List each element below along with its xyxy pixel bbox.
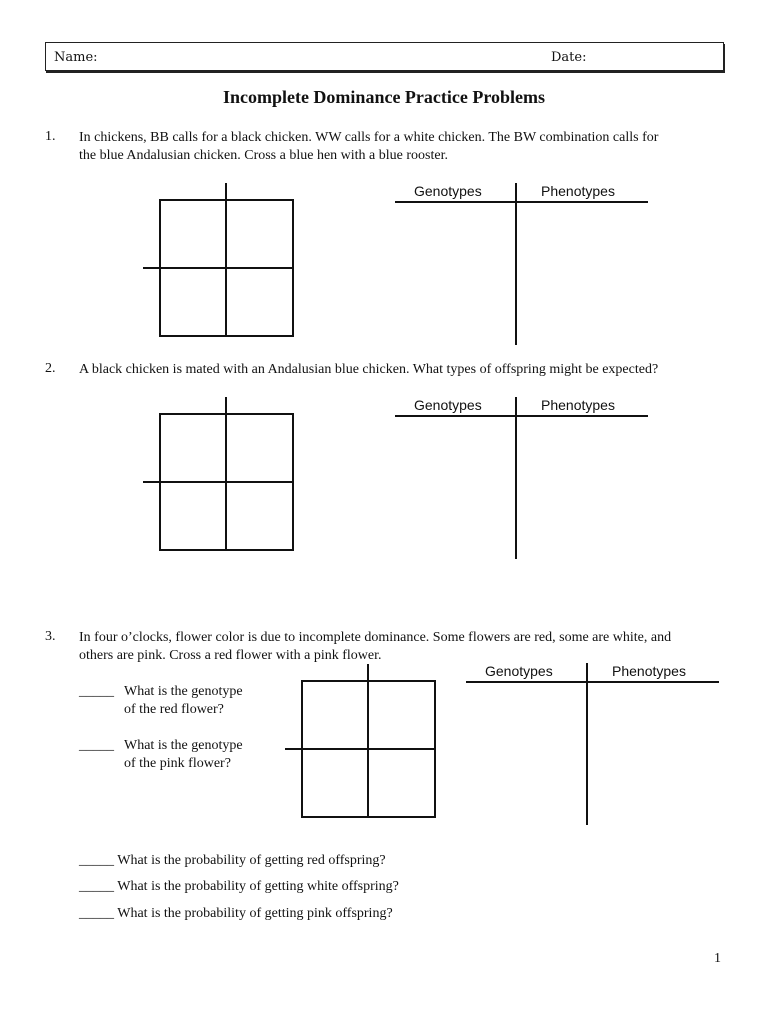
tchart-vertical-rule (515, 183, 517, 345)
punnett-square-3 (285, 664, 436, 818)
genotypes-header: Genotypes (414, 397, 482, 413)
punnett-vertical-line (225, 183, 227, 337)
side-question-line-1: What is the genotype (124, 738, 243, 753)
tchart-horizontal-rule (466, 681, 719, 683)
side-question-line-1: What is the genotype (124, 684, 243, 699)
question-1-number: 1. (45, 129, 56, 144)
tchart-vertical-rule (515, 397, 517, 559)
header-box (45, 42, 724, 71)
date-label: Date: (551, 50, 587, 65)
phenotypes-header: Phenotypes (612, 663, 686, 679)
genotypes-header: Genotypes (414, 183, 482, 199)
answer-blank[interactable]: _____ (79, 684, 114, 699)
name-label: Name: (54, 50, 98, 65)
punnett-square-2 (143, 397, 294, 551)
punnett-horizontal-line (285, 748, 436, 750)
page-title: Incomplete Dominance Practice Problems (222, 87, 546, 107)
side-question-pink-genotype (79, 737, 243, 773)
page-number: 1 (714, 951, 721, 966)
answer-blank[interactable]: _____ (79, 738, 114, 753)
question-3-number: 3. (45, 629, 56, 644)
tchart-3 (466, 663, 719, 825)
phenotypes-header: Phenotypes (541, 183, 615, 199)
question-2-line-1: A black chicken is mated with an Andalusian blue chicken. What types of offspring might be expected? (79, 362, 659, 377)
question-3-text (79, 629, 729, 665)
side-question-line-2: of the pink flower? (124, 756, 231, 771)
phenotypes-header: Phenotypes (541, 397, 615, 413)
question-1-line-2: the blue Andalusian chicken. Cross a blue hen with a blue rooster. (79, 148, 448, 163)
side-question-line-2: of the red flower? (124, 702, 224, 717)
tchart-vertical-rule (586, 663, 588, 825)
tchart-1 (395, 183, 648, 345)
side-question-red-genotype (79, 683, 243, 719)
punnett-horizontal-line (143, 267, 294, 269)
punnett-horizontal-line (143, 481, 294, 483)
question-1-text (79, 129, 729, 165)
genotypes-header: Genotypes (485, 663, 553, 679)
question-2-number: 2. (45, 361, 56, 376)
tchart-horizontal-rule (395, 415, 648, 417)
punnett-vertical-line (225, 397, 227, 551)
probability-question-red: _____ What is the probability of getting red offspring? (79, 853, 386, 868)
question-1-line-1: In chickens, BB calls for a black chicken. WW calls for a white chicken. The BW combination calls for (79, 130, 659, 145)
probability-question-pink: _____ What is the probability of getting pink offspring? (79, 906, 393, 921)
question-3-line-1: In four o’clocks, flower color is due to incomplete dominance. Some flowers are red, some are white, and (79, 630, 672, 645)
question-3-line-2: others are pink. Cross a red flower with a pink flower. (79, 648, 382, 663)
tchart-2 (395, 397, 648, 559)
tchart-horizontal-rule (395, 201, 648, 203)
question-2-text (79, 361, 729, 379)
punnett-vertical-line (367, 664, 369, 818)
punnett-square-1 (143, 183, 294, 337)
probability-question-white: _____ What is the probability of getting white offspring? (79, 879, 399, 894)
